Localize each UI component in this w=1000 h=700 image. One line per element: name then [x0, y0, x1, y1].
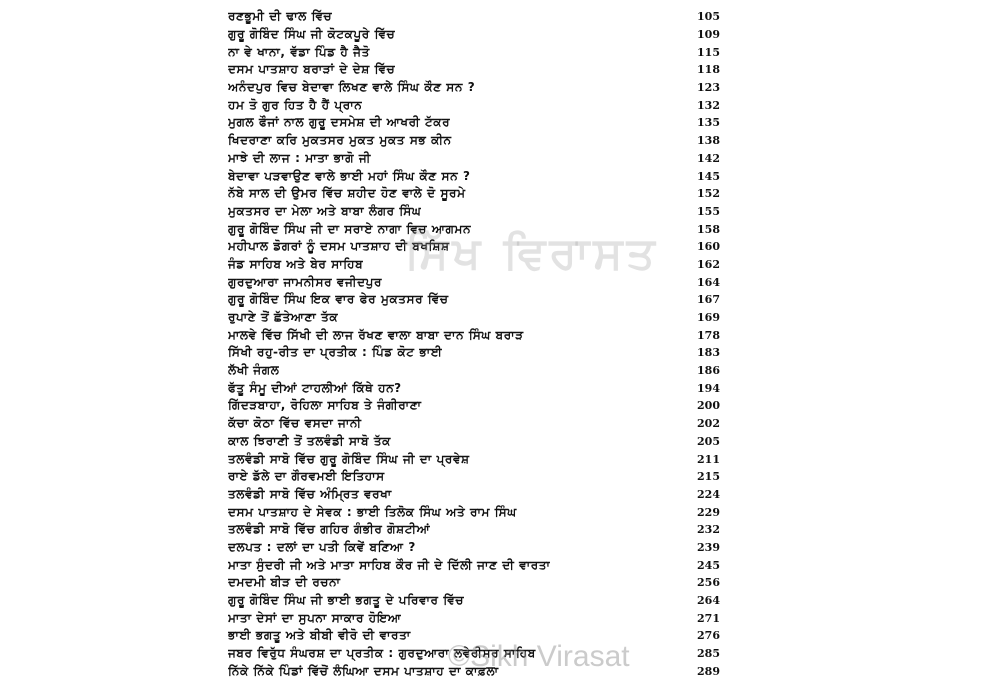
- toc-entry-page-number: 138: [697, 134, 720, 148]
- toc-entry: [228, 61, 720, 79]
- toc-entry: [228, 309, 720, 327]
- toc-entry: [228, 362, 720, 380]
- toc-entry: [228, 79, 720, 97]
- toc-entry-page-number: 194: [697, 381, 720, 395]
- toc-entry-page-number: 109: [697, 28, 720, 42]
- toc-entry: [228, 415, 720, 433]
- toc-entry-title: ਰਾਏ ਡੱਲੇ ਦਾ ਗੌਰਵਮਈ ਇਤਿਹਾਸ: [228, 469, 385, 484]
- toc-entry-title: ਨਾ ਵੇ ਖਾਨਾ, ਵੱਡਾ ਪਿੰਡ ਹੈ ਜੈਤੋ: [228, 44, 370, 59]
- toc-entry-page-number: 158: [697, 222, 720, 236]
- toc-entry-page-number: 200: [697, 399, 720, 413]
- toc-entry: [228, 238, 720, 256]
- toc-entry-title: ਗੁਰੂ ਗੋਬਿੰਦ ਸਿੰਘ ਜੀ ਭਾਈ ਭਗਤੂ ਦੇ ਪਰਿਵਾਰ ਵਿੱਚ: [228, 593, 465, 608]
- toc-entry-title: ਕੱਚਾ ਕੋਠਾ ਵਿੱਚ ਵਸਦਾ ਜਾਨੀ: [228, 416, 362, 431]
- toc-entry-title: ਮਾਝੇ ਦੀ ਲਾਜ : ਮਾਤਾ ਭਾਗੋ ਜੀ: [228, 150, 371, 165]
- table-of-contents: [228, 8, 720, 680]
- toc-entry-title: ਭਾਈ ਭਗਤੂ ਅਤੇ ਬੀਬੀ ਵੀਰੋ ਦੀ ਵਾਰਤਾ: [228, 628, 411, 643]
- toc-entry-title: ਦਸਮ ਪਾਤਸ਼ਾਹ ਦੇ ਸੇਵਕ : ਭਾਈ ਤਿਲੋਕ ਸਿੰਘ ਅਤੇ ਰਾਮ ਸਿੰਘ: [228, 504, 517, 519]
- toc-entry-title: ਮਾਤਾ ਦੇਸਾਂ ਦਾ ਸੁਪਨਾ ਸਾਕਾਰ ਹੋਇਆ: [228, 610, 402, 625]
- toc-entry: [228, 503, 720, 521]
- watermark-text: ਸਿੱਖ ਵਿਰਾਸਤ: [405, 228, 659, 279]
- toc-entry-page-number: 160: [697, 240, 720, 254]
- toc-entry-page-number: 118: [697, 63, 720, 77]
- toc-entry: [228, 185, 720, 203]
- toc-entry: [228, 8, 720, 26]
- toc-entry-title: ਮਾਤਾ ਸੁੰਦਰੀ ਜੀ ਅਤੇ ਮਾਤਾ ਸਾਹਿਬ ਕੌਰ ਜੀ ਦੇ ਦਿੱਲੀ ਜਾਣ ਦੀ ਵਾਰਤਾ: [228, 557, 551, 572]
- toc-entry: [228, 96, 720, 114]
- toc-entry-page-number: 164: [697, 275, 720, 289]
- toc-entry-page-number: 169: [697, 311, 720, 325]
- toc-entry: [228, 539, 720, 557]
- toc-entry-page-number: 245: [697, 558, 720, 572]
- toc-entry: [228, 132, 720, 150]
- toc-entry: [228, 43, 720, 61]
- toc-entry: [228, 291, 720, 309]
- toc-entry-page-number: 142: [697, 151, 720, 165]
- toc-entry-title: ਗਿੱਦੜਬਾਹਾ, ਰੋਹਿਲਾ ਸਾਹਿਬ ਤੇ ਜੰਗੀਰਾਣਾ: [228, 398, 422, 413]
- toc-entry: [228, 114, 720, 132]
- toc-entry-title: ਨਿੱਕੇ ਨਿੱਕੇ ਪਿੰਡਾਂ ਵਿੱਚੋਂ ਲੰਘਿਆ ਦਸਮ ਪਾਤਸ਼ਾਹ ਦਾ ਕਾਫ਼ਲਾ: [228, 663, 499, 678]
- toc-entry-page-number: 256: [697, 576, 720, 590]
- toc-entry-title: ਮਹੀਪਾਲ ਡੋਗਰਾਂ ਨੂੰ ਦਸਮ ਪਾਤਸ਼ਾਹ ਦੀ ਬਖਸ਼ਿਸ਼: [228, 239, 450, 254]
- toc-entry-page-number: 162: [697, 257, 720, 271]
- toc-entry: [228, 592, 720, 610]
- toc-entry-title: ਅਨੰਦਪੁਰ ਵਿਚ ਬੇਦਾਵਾ ਲਿਖਣ ਵਾਲੇ ਸਿੰਘ ਕੌਣ ਸਨ ?: [228, 80, 476, 95]
- toc-entry: [228, 150, 720, 168]
- toc-entry-page-number: 145: [697, 169, 720, 183]
- toc-entry-title: ਗੁਰਦੁਆਰਾ ਜਾਮਨੀਸਰ ਵਜੀਦਪੁਰ: [228, 274, 383, 289]
- toc-entry: [228, 645, 720, 663]
- toc-entry-title: ਮਾਲਵੇ ਵਿੱਚ ਸਿੱਖੀ ਦੀ ਲਾਜ ਰੱਖਣ ਵਾਲਾ ਬਾਬਾ ਦਾਨ ਸਿੰਘ ਬਰਾੜ: [228, 327, 524, 342]
- toc-entry-page-number: 152: [697, 187, 720, 201]
- toc-entry-title: ਖਿਦਰਾਣਾ ਕਰਿ ਮੁਕਤਸਰ ਮੁਕਤ ਮੁਕਤ ਸਭ ਕੀਨ: [228, 133, 452, 148]
- toc-entry-page-number: 123: [697, 81, 720, 95]
- toc-entry-page-number: 276: [697, 629, 720, 643]
- copyright-watermark: ©Sikh Virasat: [448, 640, 630, 673]
- toc-entry-title: ਜਬਰ ਵਿਰੁੱਧ ਸੰਘਰਸ਼ ਦਾ ਪ੍ਰਤੀਕ : ਗੁਰਦੁਆਰਾ ਲਵੇਰੀਸਰ ਸਾਹਿਬ: [228, 646, 536, 661]
- toc-entry: [228, 379, 720, 397]
- toc-entry-title: ਸਿੱਖੀ ਰਹੁ-ਰੀਤ ਦਾ ਪ੍ਰਤੀਕ : ਪਿੰਡ ਕੋਟ ਭਾਈ: [228, 345, 443, 360]
- toc-entry-page-number: 229: [697, 505, 720, 519]
- toc-entry: [228, 521, 720, 539]
- toc-entry: [228, 326, 720, 344]
- toc-entry: [228, 627, 720, 645]
- toc-entry: [228, 256, 720, 274]
- toc-entry: [228, 203, 720, 221]
- toc-entry-page-number: 224: [697, 487, 720, 501]
- toc-entry: [228, 220, 720, 238]
- toc-entry-title: ਰਣਭੂਮੀ ਦੀ ਢਾਲ ਵਿੱਚ: [228, 9, 333, 24]
- toc-entry-title: ਰੁਪਾਣੇ ਤੋਂ ਛੱਤੇਆਣਾ ਤੱਕ: [228, 310, 339, 325]
- toc-entry-page-number: 167: [697, 293, 720, 307]
- toc-entry-title: ਗੁਰੂ ਗੋਬਿੰਦ ਸਿੰਘ ਜੀ ਦਾ ਸਰਾਏ ਨਾਗਾ ਵਿਚ ਆਗਮਨ: [228, 221, 472, 236]
- toc-entry-title: ਤਲਵੰਡੀ ਸਾਬੋ ਵਿੱਚ ਗੁਰੂ ਗੋਬਿੰਦ ਸਿੰਘ ਜੀ ਦਾ ਪ੍ਰਵੇਸ਼: [228, 451, 470, 466]
- toc-entry-page-number: 211: [697, 452, 720, 466]
- toc-entry: [228, 344, 720, 362]
- toc-entry-page-number: 105: [697, 10, 720, 24]
- toc-entry-page-number: 132: [697, 98, 720, 112]
- toc-entry-title: ਫੱਤੂ ਸੰਮੂ ਦੀਆਂ ਟਾਹਲੀਆਂ ਕਿੱਥੇ ਹਨ?: [228, 380, 402, 395]
- toc-entry: [228, 397, 720, 415]
- toc-entry-page-number: 264: [697, 594, 720, 608]
- toc-entry-title: ਦਮਦਮੀ ਬੀੜ ਦੀ ਰਚਨਾ: [228, 575, 341, 590]
- toc-entry-page-number: 205: [697, 434, 720, 448]
- toc-entry-title: ਮੁਗਲ ਫੌਜਾਂ ਨਾਲ ਗੁਰੂ ਦਸਮੇਸ਼ ਦੀ ਆਖਰੀ ਟੱਕਰ: [228, 115, 451, 130]
- toc-entry-page-number: 135: [697, 116, 720, 130]
- toc-entry-page-number: 186: [697, 364, 720, 378]
- toc-entry-page-number: 239: [697, 540, 720, 554]
- toc-entry-title: ਜੰਡ ਸਾਹਿਬ ਅਤੇ ਬੇਰ ਸਾਹਿਬ: [228, 256, 364, 271]
- toc-entry: [228, 273, 720, 291]
- toc-entry-title: ਬੇਦਾਵਾ ਪੜਵਾਉਣ ਵਾਲੇ ਭਾਈ ਮਹਾਂ ਸਿੰਘ ਕੌਣ ਸਨ ?: [228, 168, 471, 183]
- toc-entry-page-number: 202: [697, 417, 720, 431]
- toc-entry: [228, 26, 720, 44]
- toc-entry-title: ਮੁਕਤਸਰ ਦਾ ਮੇਲਾ ਅਤੇ ਬਾਬਾ ਲੰਗਰ ਸਿੰਘ: [228, 203, 422, 218]
- toc-entry-page-number: 155: [697, 204, 720, 218]
- toc-entry-page-number: 285: [697, 647, 720, 661]
- toc-entry-title: ਤਲਵੰਡੀ ਸਾਬੋ ਵਿੱਚ ਅੰਮ੍ਰਿਤ ਵਰਖਾ: [228, 486, 392, 501]
- toc-entry-title: ਨੱਬੇ ਸਾਲ ਦੀ ਉਮਰ ਵਿੱਚ ਸ਼ਹੀਦ ਹੋਣ ਵਾਲੇ ਦੋ ਸੂਰਮੇ: [228, 186, 466, 201]
- toc-entry: [228, 574, 720, 592]
- toc-entry-page-number: 178: [697, 328, 720, 342]
- toc-entry-page-number: 115: [697, 45, 720, 59]
- toc-entry-title: ਲੱਖੀ ਜੰਗਲ: [228, 363, 280, 378]
- toc-entry-title: ਗੁਰੂ ਗੋਬਿੰਦ ਸਿੰਘ ਇਕ ਵਾਰ ਫੇਰ ਮੁਕਤਸਰ ਵਿੱਚ: [228, 292, 449, 307]
- toc-entry: [228, 433, 720, 451]
- toc-entry-title: ਗੁਰੂ ਗੋਬਿੰਦ ਸਿੰਘ ਜੀ ਕੋਟਕਪੂਰੇ ਵਿੱਚ: [228, 27, 396, 42]
- toc-entry-title: ਤਲਵੰਡੀ ਸਾਬੋ ਵਿੱਚ ਗਹਿਰ ਗੰਭੀਰ ਗੋਸ਼ਟੀਆਂ: [228, 522, 431, 537]
- toc-entry-page-number: 271: [697, 611, 720, 625]
- toc-entry-page-number: 183: [697, 346, 720, 360]
- toc-entry-title: ਦਲਪਤ : ਦਲਾਂ ਦਾ ਪਤੀ ਕਿਵੇਂ ਬਣਿਆ ?: [228, 539, 416, 554]
- toc-entry-title: ਕਾਲ ਝਿਰਾਣੀ ਤੋਂ ਤਲਵੰਡੀ ਸਾਬੋ ਤੱਕ: [228, 433, 391, 448]
- toc-entry-page-number: 215: [697, 470, 720, 484]
- toc-entry: [228, 450, 720, 468]
- toc-entry: [228, 556, 720, 574]
- toc-entry-title: ਹਮ ਤੋ ਗੁਰ ਹਿਤ ਹੈ ਹੈਂ ਪ੍ਰਾਨ: [228, 97, 363, 112]
- toc-entry: [228, 662, 720, 680]
- toc-entry: [228, 468, 720, 486]
- toc-entry-page-number: 232: [697, 523, 720, 537]
- toc-entry: [228, 609, 720, 627]
- toc-entry-page-number: 289: [697, 664, 720, 678]
- toc-entry: [228, 167, 720, 185]
- toc-entry: [228, 486, 720, 504]
- toc-entry-title: ਦਸਮ ਪਾਤਸ਼ਾਹ ਬਰਾੜਾਂ ਦੇ ਦੇਸ਼ ਵਿੱਚ: [228, 62, 396, 77]
